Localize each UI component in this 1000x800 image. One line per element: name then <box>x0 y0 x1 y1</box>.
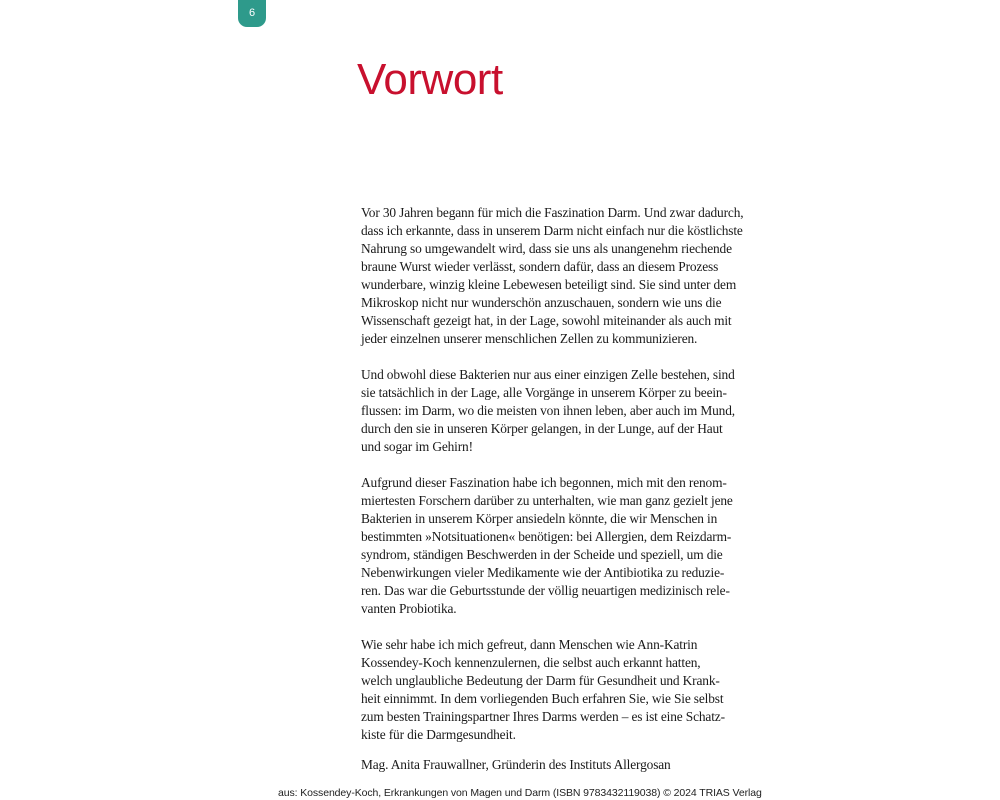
source-footer: aus: Kossendey-Koch, Erkrankungen von Magen und Darm (ISBN 9783432119038) © 2024 TRIAS Verlag <box>278 787 762 799</box>
text-line: flussen: im Darm, wo die meisten von ihnen leben, aber auch im Mund, <box>361 403 735 418</box>
text-line: Und obwohl diese Bakterien nur aus einer einzigen Zelle bestehen, sind <box>361 367 735 382</box>
text-line: Nebenwirkungen vieler Medikamente wie der Antibiotika zu reduzie- <box>361 565 725 580</box>
text-line: Kossendey-Koch kennenzulernen, die selbst auch erkannt hatten, <box>361 655 701 670</box>
text-line: durch den sie in unseren Körper gelangen, in der Lunge, auf der Haut <box>361 421 723 436</box>
text-line: ren. Das war die Geburtsstunde der völlig neuartigen medizinisch rele- <box>361 583 730 598</box>
text-line: welch unglaubliche Bedeutung der Darm für Gesundheit und Krank- <box>361 673 720 688</box>
text-line: wunderbare, winzig kleine Lebewesen beteiligt sind. Sie sind unter dem <box>361 277 737 292</box>
paragraph-3 <box>361 474 771 618</box>
text-line: Aufgrund dieser Faszination habe ich begonnen, mich mit den renom- <box>361 475 727 490</box>
paragraph-4 <box>361 636 771 744</box>
paragraph-2 <box>361 366 771 456</box>
page-number-badge: 6 <box>238 0 266 27</box>
signature <box>361 756 771 774</box>
text-line: heit einnimmt. In dem vorliegenden Buch erfahren Sie, wie Sie selbst <box>361 691 724 706</box>
text-line: und sogar im Gehirn! <box>361 439 473 454</box>
text-line: sie tatsächlich in der Lage, alle Vorgänge in unserem Körper zu beein- <box>361 385 727 400</box>
text-line: kiste für die Darmgesundheit. <box>361 727 516 742</box>
text-line: Wissenschaft gezeigt hat, in der Lage, sowohl miteinander als auch mit <box>361 313 732 328</box>
text-line: vanten Probiotika. <box>361 601 457 616</box>
text-line: braune Wurst wieder verlässt, sondern dafür, dass an diesem Prozess <box>361 259 719 274</box>
page-title: Vorwort <box>357 55 503 104</box>
signature-line: Mag. Anita Frauwallner, Gründerin des Instituts Allergosan <box>361 757 671 772</box>
text-line: Vor 30 Jahren begann für mich die Faszination Darm. Und zwar dadurch, <box>361 205 744 220</box>
text-line: Bakterien in unserem Körper ansiedeln könnte, die wir Menschen in <box>361 511 718 526</box>
text-line: Wie sehr habe ich mich gefreut, dann Menschen wie Ann-Katrin <box>361 637 698 652</box>
text-line: Mikroskop nicht nur wunderschön anzuschauen, sondern wie uns die <box>361 295 722 310</box>
text-line: jeder einzelnen unserer menschlichen Zellen zu kommunizieren. <box>361 331 698 346</box>
text-line: dass ich erkannte, dass in unserem Darm nicht einfach nur die köstlichste <box>361 223 743 238</box>
text-line: bestimmten »Notsituationen« benötigen: bei Allergien, dem Reizdarm- <box>361 529 732 544</box>
paragraph-1 <box>361 204 771 348</box>
text-line: Nahrung so umgewandelt wird, dass sie uns als unangenehm riechende <box>361 241 732 256</box>
text-line: zum besten Trainingspartner Ihres Darms werden – es ist eine Schatz- <box>361 709 725 724</box>
text-line: syndrom, ständigen Beschwerden in der Scheide und speziell, um die <box>361 547 723 562</box>
foreword-body <box>361 204 771 774</box>
text-line: miertesten Forschern darüber zu unterhalten, wie man ganz gezielt jene <box>361 493 733 508</box>
